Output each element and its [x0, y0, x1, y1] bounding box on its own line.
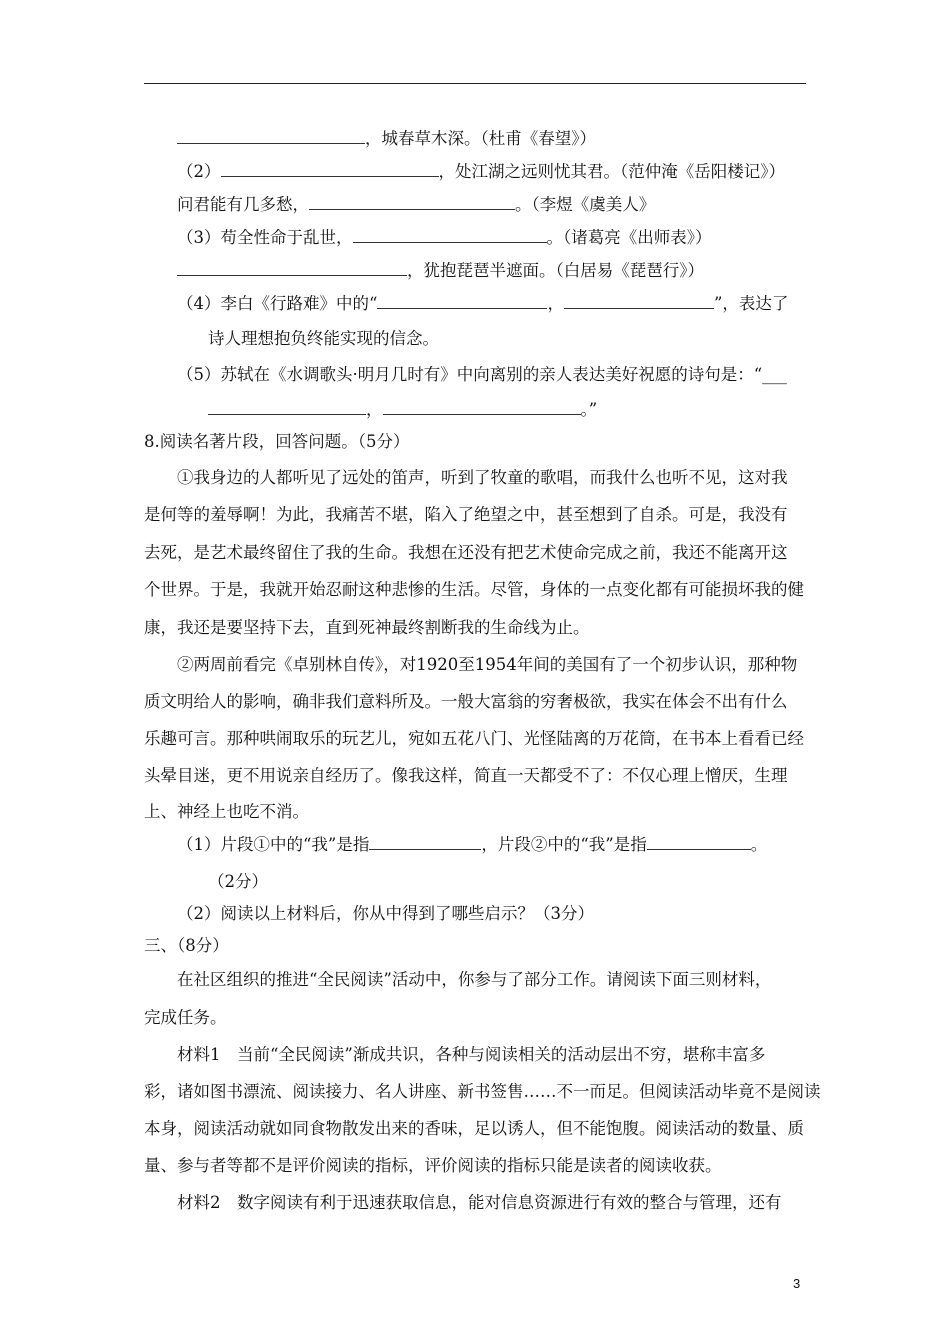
answer-blank[interactable] — [208, 399, 366, 415]
q7-line-4: （3）苟全性命于乱世， 。（诸葛亮《出师表》） — [177, 228, 712, 247]
material-1-line: 材料1 当前“全民阅读”渐成共识，各种与阅读相关的活动层出不穷，堪称丰富多 — [177, 1045, 766, 1064]
q8-subquestion-1-score: （2分） — [208, 872, 268, 891]
section-3-intro: 在社区组织的推进“全民阅读”活动中，你参与了部分工作。请阅读下面三则材料， — [177, 970, 772, 989]
material-2-line: 材料2 数字阅读有利于迅速获取信息，能对信息资源进行有效的整合与管理，还有 — [177, 1193, 782, 1212]
q8-passage-1-line: ①我身边的人都听见了远处的笛声，听到了牧童的歌唱，而我什么也听不见，这对我 — [177, 468, 788, 487]
answer-blank[interactable] — [177, 128, 365, 144]
answer-blank[interactable] — [353, 227, 547, 243]
q8-subquestion-1: （1）片段①中的“我”是指 ，片段②中的“我”是指 。 — [177, 835, 768, 854]
q8-passage-2-line: 上、神经上也吃不消。 — [144, 802, 309, 821]
q8-passage-1-line: 康，我还是要坚持下去，直到死神最终割断我的生命线为止。 — [144, 618, 590, 637]
q7-line-7: 诗人理想抱负终能实现的信念。 — [208, 329, 439, 348]
answer-blank[interactable] — [309, 194, 515, 210]
answer-blank[interactable] — [377, 293, 547, 309]
q7-line-6: （4）李白《行路难》中的“ ， ”，表达了 — [177, 294, 789, 313]
q8-passage-1-line: 去死，是艺术最终留住了我的生命。我想在还没有把艺术使命完成之前，我还不能离开这 — [144, 543, 788, 562]
q8-passage-2-line: 质文明给人的影响，确非我们意料所及。一般大富翁的穷奢极欲，我实在体会不出有什么 — [144, 692, 788, 711]
q8-passage-1-line: 是何等的羞辱啊！为此，我痛苦不堪，陷入了绝望之中，甚至想到了自杀。可是，我没有 — [144, 505, 788, 524]
material-1-line: 量、参与者等都不是评价阅读的指标，评价阅读的指标只能是读者的阅读收获。 — [144, 1156, 722, 1175]
q8-title: 8.阅读名著片段，回答问题。（5分） — [144, 432, 410, 451]
q8-passage-2-line: 乐趣可言。那种哄闹取乐的玩艺儿，宛如五花八门、光怪陆离的万花筒，在书本上看看已经 — [144, 729, 804, 748]
page-number: 3 — [793, 1276, 801, 1291]
q8-subquestion-2: （2）阅读以上材料后，你从中得到了哪些启示？（3分） — [177, 904, 594, 923]
section-3-title: 三、（8分） — [144, 936, 229, 955]
q8-passage-1-line: 个世界。于是，我就开始忍耐这种悲惨的生活。尽管，身体的一点变化都有可能损坏我的健 — [144, 580, 804, 599]
q7-line-5: ，犹抱琵琶半遮面。（白居易《琵琶行》） — [177, 259, 704, 283]
material-1-line: 彩，诸如图书漂流、阅读接力、名人讲座、新书签售……不一而足。但阅读活动毕竟不是阅读 — [144, 1082, 821, 1101]
q7-line-3: 问君能有几多愁， 。（李煜《虞美人》 — [177, 195, 656, 214]
answer-blank[interactable] — [383, 399, 581, 415]
answer-blank[interactable] — [647, 834, 751, 850]
q7-line-8: （5）苏轼在《水调歌头·明月几时有》中向离别的亲人表达美好祝愿的诗句是：“___ — [177, 365, 787, 384]
q8-passage-2-line: 头晕目迷，更不用说亲自经历了。像我这样，简直一天都受不了：不仅心理上憎厌，生理 — [144, 766, 788, 785]
header-rule — [144, 83, 806, 84]
q8-passage-2-line: ②两周前看完《卓别林自传》，对1920至1954年间的美国有了一个初步认识，那种物 — [177, 655, 798, 674]
answer-blank[interactable] — [369, 834, 481, 850]
section-3-intro: 完成任务。 — [144, 1008, 227, 1027]
q7-line-1: ，城春草木深。（杜甫《春望》） — [177, 127, 596, 151]
q7-line-9: ， 。” — [208, 398, 597, 422]
answer-blank[interactable] — [221, 161, 439, 177]
answer-blank[interactable] — [564, 293, 714, 309]
answer-blank[interactable] — [177, 260, 407, 276]
material-1-line: 本身，阅读活动就如同食物散发出来的香味，足以诱人，但不能饱腹。阅读活动的数量、质 — [144, 1119, 804, 1138]
q7-line-2: （2） ，处江湖之远则忧其君。（范仲淹《岳阳楼记》） — [177, 162, 785, 181]
